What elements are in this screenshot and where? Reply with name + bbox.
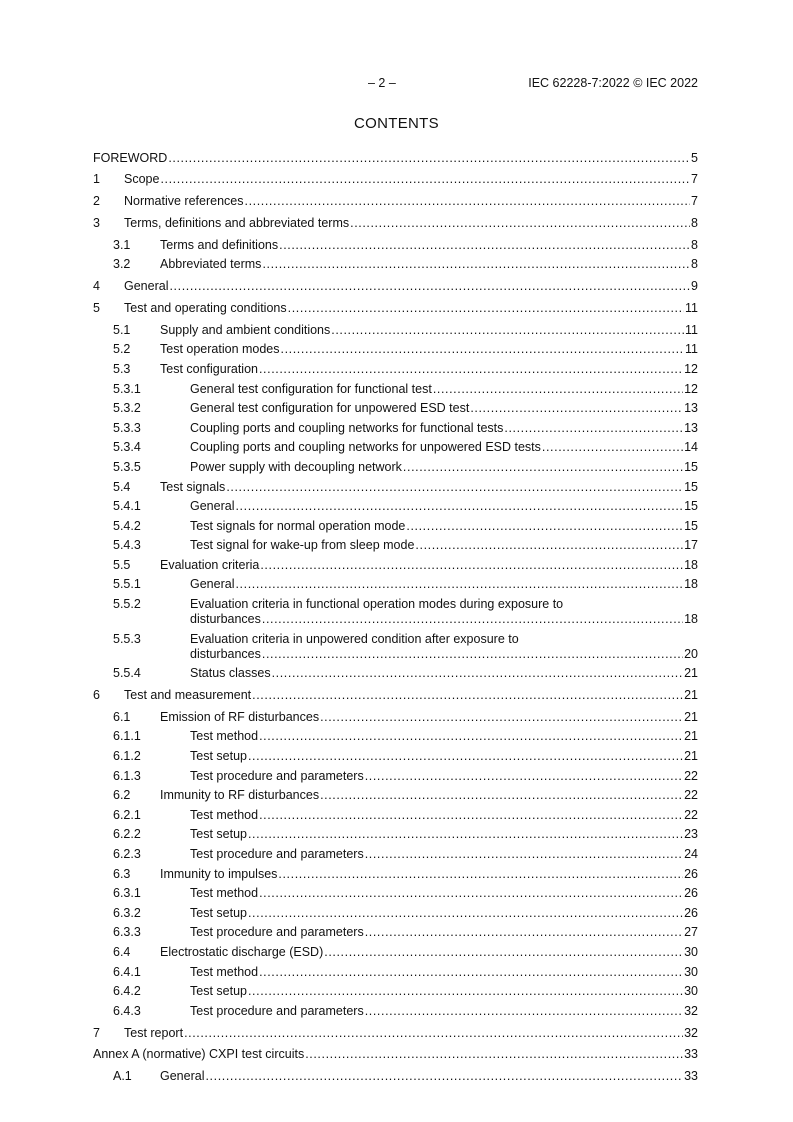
toc-entry-page: 22 [684, 788, 698, 803]
toc-entry[interactable] [93, 1041, 698, 1063]
toc-entry-number: 5.5.3 [113, 631, 141, 646]
toc-entry-number: 7 [93, 1025, 100, 1040]
toc-entry-number: 6.3.1 [113, 886, 141, 901]
dot-leader [288, 301, 684, 316]
toc-entry[interactable] [93, 573, 698, 593]
toc-entry[interactable] [93, 436, 698, 456]
dot-leader [260, 558, 683, 573]
dot-leader [542, 440, 683, 455]
toc-entry-number: 6.4.1 [113, 964, 141, 979]
dot-leader [403, 460, 683, 475]
toc-entry-title: Test and measurement [124, 688, 252, 703]
dot-leader [365, 1004, 683, 1019]
toc-entry-title: Abbreviated terms [160, 257, 262, 272]
toc-entry-page: 26 [684, 886, 698, 901]
toc-entry-page: 23 [684, 827, 698, 842]
toc-entry-number: 6.1.2 [113, 749, 141, 764]
toc-entry-title: Power supply with decoupling network [190, 459, 402, 474]
dot-leader [245, 194, 691, 209]
toc-entry-page: 18 [684, 577, 698, 592]
toc-entry[interactable] [93, 940, 698, 960]
toc-entry-title: Test setup [190, 905, 247, 920]
toc-entry[interactable] [93, 377, 698, 397]
dot-leader [365, 769, 683, 784]
toc-entry-title: Test signals for normal operation mode [190, 518, 406, 533]
toc-entry-number: 2 [93, 194, 100, 209]
toc-entry-title: Test setup [190, 984, 247, 999]
toc-entry-page: 33 [684, 1047, 698, 1062]
toc-entry-page: 27 [684, 925, 698, 940]
toc-entry-number: 6.2.2 [113, 827, 141, 842]
toc-entry-title: Test procedure and parameters [190, 768, 364, 783]
dot-leader [248, 749, 683, 764]
toc-entry[interactable] [93, 681, 698, 703]
toc-entry-page: 15 [684, 499, 698, 514]
toc-entry[interactable] [93, 146, 698, 166]
toc-entry[interactable] [93, 455, 698, 475]
toc-entry[interactable] [93, 703, 698, 725]
toc-entry-title: Status classes [190, 666, 271, 681]
toc-entry-page: 8 [691, 257, 698, 272]
toc-entry-title: Emission of RF disturbances [160, 709, 320, 724]
toc-entry[interactable] [93, 166, 698, 188]
dot-leader [281, 342, 685, 357]
toc-entry-title-line: Evaluation criteria in functional operation modes during exposure to [190, 597, 564, 612]
page-number: – 2 – [368, 76, 396, 90]
dot-leader [278, 867, 683, 882]
toc-entry-title: Supply and ambient conditions [160, 322, 331, 337]
toc-entry-number: 5.1 [113, 322, 131, 337]
toc-entry-page: 8 [691, 215, 698, 230]
dot-leader [365, 847, 683, 862]
dot-leader [433, 382, 683, 397]
toc-entry-page: 22 [684, 807, 698, 822]
toc-entry-number: 5.4 [113, 479, 131, 494]
toc-entry-page: 33 [684, 1069, 698, 1084]
toc-entry-title: General [190, 577, 235, 592]
toc-entry-title: Annex A (normative) CXPI test circuits [93, 1047, 305, 1062]
toc-entry-number: 4 [93, 279, 100, 294]
toc-entry-title: Test procedure and parameters [190, 1003, 364, 1018]
toc-entry-page: 5 [691, 150, 698, 165]
dot-leader [279, 238, 690, 253]
dot-leader [259, 886, 683, 901]
toc-entry-title: Test signals [160, 479, 226, 494]
toc-entry[interactable] [93, 999, 698, 1019]
standard-reference: IEC 62228-7:2022 © IEC 2022 [528, 76, 698, 90]
toc-entry-title: Test setup [190, 749, 247, 764]
dot-leader [252, 688, 683, 703]
toc-entry[interactable] [93, 980, 698, 1000]
toc-entry-page: 13 [684, 401, 698, 416]
dot-leader [350, 216, 690, 231]
toc-entry[interactable] [93, 627, 698, 662]
toc-entry-page: 30 [684, 984, 698, 999]
toc-entry[interactable] [93, 187, 698, 209]
toc-entry-number: 5.3.2 [113, 401, 141, 416]
toc-entry-number: A.1 [113, 1069, 132, 1084]
toc-entry[interactable] [93, 1062, 698, 1084]
toc-entry[interactable] [93, 823, 698, 843]
toc-entry-page: 22 [684, 768, 698, 783]
toc-entry-number: 5.5.4 [113, 666, 141, 681]
toc-entry-number: 3.2 [113, 257, 131, 272]
dot-leader [272, 666, 684, 681]
dot-leader [470, 401, 683, 416]
dot-leader [415, 538, 683, 553]
dot-leader [235, 577, 683, 592]
toc-entry[interactable] [93, 514, 698, 534]
toc-entry[interactable] [93, 231, 698, 253]
toc-entry-title: FOREWORD [93, 150, 168, 165]
toc-entry-number: 5.3.1 [113, 381, 141, 396]
toc-entry-page: 30 [684, 964, 698, 979]
toc-entry-title: Test procedure and parameters [190, 847, 364, 862]
toc-entry-page: 18 [684, 612, 698, 627]
toc-entry-title: disturbances [190, 646, 261, 661]
toc-entry-title: Test report [124, 1025, 184, 1040]
toc-entry[interactable] [93, 1019, 698, 1041]
dot-leader [168, 151, 690, 166]
toc-entry-title: Test signal for wake-up from sleep mode [190, 538, 415, 553]
toc-entry-number: 5.3.3 [113, 420, 141, 435]
toc-entry-title: General test configuration for unpowered ESD test [190, 401, 470, 416]
dot-leader [169, 279, 690, 294]
toc-entry-number: 5.3.5 [113, 459, 141, 474]
page-title: CONTENTS [354, 115, 439, 132]
toc-entry-page: 9 [691, 279, 698, 294]
toc-entry-page: 15 [684, 459, 698, 474]
toc-entry-title: Test procedure and parameters [190, 925, 364, 940]
dot-leader [205, 1069, 683, 1084]
toc-entry[interactable] [93, 662, 698, 682]
toc-entry-number: 5.3.4 [113, 440, 141, 455]
toc-entry[interactable] [93, 842, 698, 862]
toc-entry-title: Coupling ports and coupling networks for functional tests [190, 420, 504, 435]
toc-entry-title: Test setup [190, 827, 247, 842]
toc-entry-number: 6.3.3 [113, 925, 141, 940]
toc-entry-page: 24 [684, 847, 698, 862]
toc-entry[interactable] [93, 209, 698, 231]
toc-entry-page: 12 [684, 381, 698, 396]
toc-entry-number: 6.1 [113, 709, 131, 724]
dot-leader [235, 499, 683, 514]
toc-entry-page: 17 [684, 538, 698, 553]
toc-entry-number: 6.1.1 [113, 729, 141, 744]
dot-leader [262, 612, 683, 627]
toc-entry-page: 32 [684, 1003, 698, 1018]
toc-entry-title: Terms and definitions [160, 237, 279, 252]
toc-entry-page: 21 [684, 709, 698, 724]
toc-entry[interactable] [93, 553, 698, 573]
toc-entry-number: 6.2 [113, 788, 131, 803]
toc-entry-title: Test operation modes [160, 342, 280, 357]
dot-leader [248, 984, 683, 999]
toc-entry-page: 15 [684, 479, 698, 494]
dot-leader [259, 965, 683, 980]
toc-entry[interactable] [93, 901, 698, 921]
dot-leader [262, 647, 683, 662]
toc-entry[interactable] [93, 534, 698, 554]
toc-entry-title: Test configuration [160, 361, 258, 376]
toc-entry[interactable] [93, 253, 698, 273]
toc-entry-title: Test method [190, 729, 259, 744]
toc-entry-page: 11 [685, 300, 698, 315]
toc-entry-title: Immunity to RF disturbances [160, 788, 320, 803]
toc-entry-number: 6.4.3 [113, 1003, 141, 1018]
dot-leader [406, 519, 683, 534]
toc-entry-number: 1 [93, 172, 100, 187]
toc-entry-page: 21 [684, 729, 698, 744]
toc-entry-page: 11 [685, 322, 698, 337]
toc-entry-title: General [190, 499, 235, 514]
toc-entry-number: 5.2 [113, 342, 131, 357]
toc-entry-number: 5.5.1 [113, 577, 141, 592]
toc-entry-page: 7 [691, 172, 698, 187]
toc-entry-page: 26 [684, 866, 698, 881]
toc-entry[interactable] [93, 416, 698, 436]
toc-entry-number: 5.4.2 [113, 518, 141, 533]
dot-leader [184, 1026, 683, 1041]
toc-entry-page: 32 [684, 1025, 698, 1040]
toc-entry-page: 30 [684, 944, 698, 959]
toc-entry[interactable] [93, 338, 698, 358]
toc-entry-number: 5.5.2 [113, 597, 141, 612]
toc-entry-number: 6.4.2 [113, 984, 141, 999]
toc-entry-number: 6 [93, 688, 100, 703]
toc-entry[interactable] [93, 475, 698, 495]
toc-entry-page: 21 [684, 749, 698, 764]
dot-leader [259, 729, 683, 744]
dot-leader [331, 323, 684, 338]
toc-entry[interactable] [93, 803, 698, 823]
toc-entry-number: 5.5 [113, 557, 131, 572]
toc-entry[interactable] [93, 725, 698, 745]
toc-entry-title: Test method [190, 964, 259, 979]
toc-entry-page: 7 [691, 194, 698, 209]
toc-entry-title: Terms, definitions and abbreviated terms [124, 215, 350, 230]
toc-entry[interactable] [93, 744, 698, 764]
dot-leader [226, 480, 683, 495]
toc-entry-page: 14 [684, 440, 698, 455]
toc-entry-number: 6.3.2 [113, 905, 141, 920]
toc-entry-number: 6.1.3 [113, 768, 141, 783]
toc-entry[interactable] [93, 921, 698, 941]
toc-entry[interactable] [93, 592, 698, 627]
toc-entry[interactable] [93, 316, 698, 338]
toc-entry[interactable] [93, 882, 698, 902]
toc-entry[interactable] [93, 294, 698, 316]
toc-entry[interactable] [93, 862, 698, 882]
toc-entry[interactable] [93, 764, 698, 784]
dot-leader [320, 788, 683, 803]
toc-entry-title-line: Evaluation criteria in unpowered condition after exposure to [190, 631, 519, 646]
toc-entry-title: General [124, 279, 169, 294]
toc-entry-title: disturbances [190, 612, 261, 627]
table-of-contents [93, 146, 698, 1084]
dot-leader [504, 421, 683, 436]
toc-entry-title: Scope [124, 172, 160, 187]
toc-entry[interactable] [93, 784, 698, 804]
toc-entry[interactable] [93, 357, 698, 377]
toc-entry-number: 5.3 [113, 361, 131, 376]
toc-entry-title: General test configuration for functional test [190, 381, 432, 396]
dot-leader [320, 710, 683, 725]
dot-leader [324, 945, 683, 960]
dot-leader [365, 925, 683, 940]
toc-entry-number: 5.4.3 [113, 538, 141, 553]
toc-entry-page: 21 [684, 688, 698, 703]
toc-entry[interactable] [93, 960, 698, 980]
toc-entry-title: Test and operating conditions [124, 300, 287, 315]
toc-entry-title: General [160, 1069, 205, 1084]
toc-entry-number: 3.1 [113, 237, 131, 252]
dot-leader [248, 827, 683, 842]
toc-entry-number: 6.2.3 [113, 847, 141, 862]
toc-entry-number: 6.2.1 [113, 807, 141, 822]
dot-leader [248, 906, 683, 921]
toc-entry[interactable] [93, 272, 698, 294]
toc-entry-title: Electrostatic discharge (ESD) [160, 944, 324, 959]
dot-leader [259, 362, 683, 377]
toc-entry-page: 18 [684, 557, 698, 572]
dot-leader [305, 1047, 683, 1062]
toc-entry-page: 20 [684, 646, 698, 661]
toc-entry-title: Test method [190, 807, 259, 822]
dot-leader [259, 808, 683, 823]
toc-entry[interactable] [93, 397, 698, 417]
toc-entry-title: Test method [190, 886, 259, 901]
toc-entry-page: 8 [691, 237, 698, 252]
toc-entry-page: 13 [684, 420, 698, 435]
toc-entry-title: Normative references [124, 194, 244, 209]
toc-entry-title: Coupling ports and coupling networks for unpowered ESD tests [190, 440, 541, 455]
toc-entry-number: 6.4 [113, 944, 131, 959]
toc-entry-title: Evaluation criteria [160, 557, 260, 572]
dot-leader [160, 172, 690, 187]
toc-entry-number: 5 [93, 300, 100, 315]
toc-entry-page: 12 [684, 361, 698, 376]
toc-entry-page: 26 [684, 905, 698, 920]
toc-entry[interactable] [93, 495, 698, 515]
toc-entry-number: 3 [93, 215, 100, 230]
toc-entry-number: 6.3 [113, 866, 131, 881]
toc-entry-page: 21 [684, 666, 698, 681]
toc-entry-page: 11 [685, 342, 698, 357]
toc-entry-title: Immunity to impulses [160, 866, 278, 881]
toc-entry-page: 15 [684, 518, 698, 533]
dot-leader [262, 257, 690, 272]
toc-entry-number: 5.4.1 [113, 499, 141, 514]
